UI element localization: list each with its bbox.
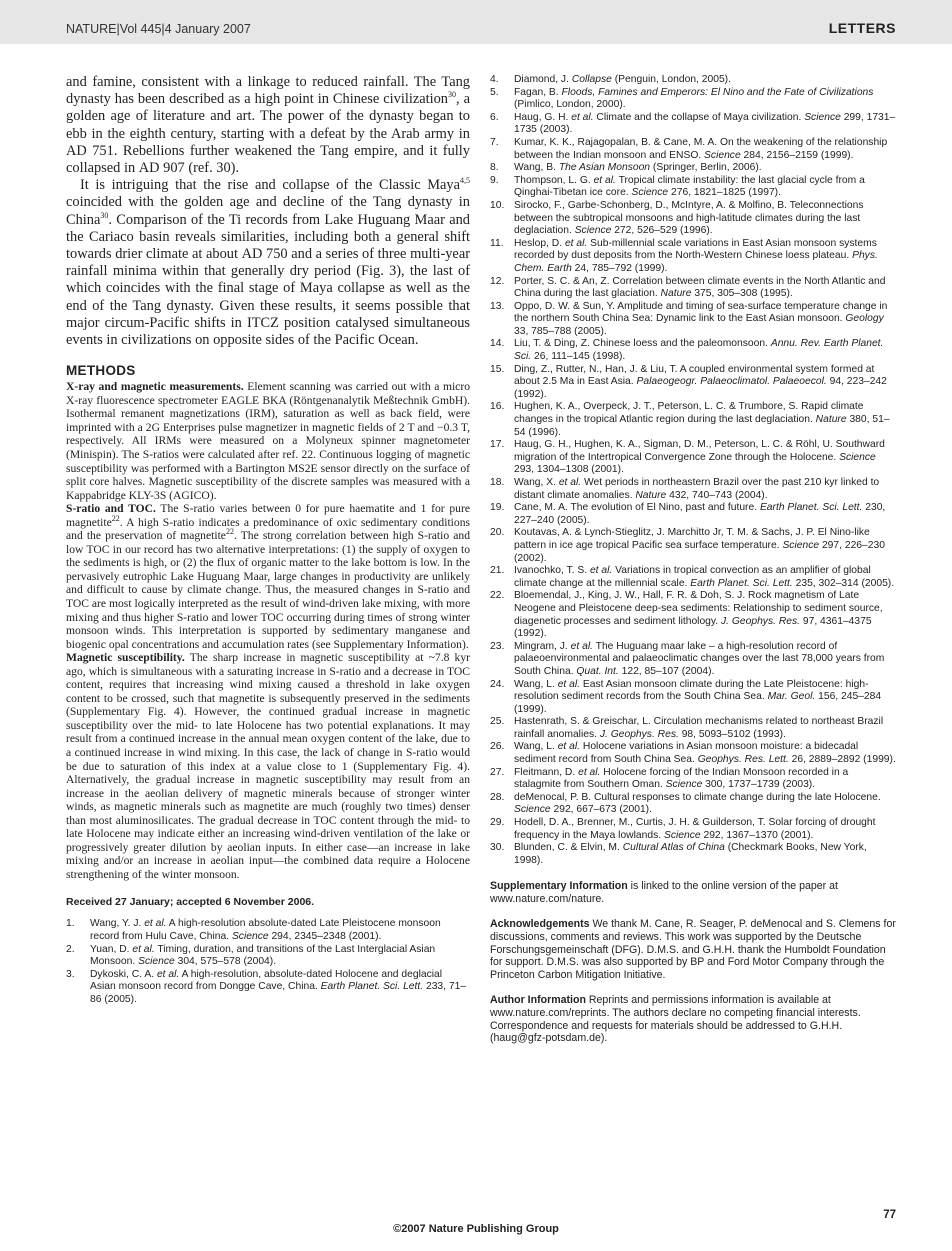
author-information: Author Information Reprints and permissions information is available at www.nature.com/reprints. The authors declare no competing financial interests. Correspondence and requests for materials should be addressed to G.H.H. (haug@gfz-potsdam.de). [490,993,861,1045]
reference-item: 15. Ding, Z., Rutter, N., Han, J. & Liu, T. A coupled environmental system formed at about 2.5 Ma in East Asia. Palaeogeogr. Palaeoclimatol. Palaeoecol. 94, 223–242 (1992). [490,363,887,400]
reference-item: 30. Blunden, C. & Elvin, M. Cultural Atlas of China (Checkmark Books, New York, 1998). [490,842,867,866]
reference-item: 16. Hughen, K. A., Overpeck, J. T., Peterson, L. C. & Trumbore, S. Rapid climate changes in the tropical Atlantic region during the last deglaciation. Nature 380, 51–54 (1996). [490,401,890,438]
reference-item: 19. Cane, M. A. The evolution of El Nino, past and future. Earth Planet. Sci. Lett. 230, 227–240 (2005). [490,502,886,526]
reference-list-left [66,918,470,1006]
methods-heading: METHODS [66,363,136,379]
reference-item: 26. Wang, L. et al. Holocene variations in Asian monsoon moisture: a bidecadal sediment record from South China Sea. Geophys. Res. Lett. 26, 2889–2892 (1999). [490,741,896,766]
reference-item: 3. Dykoski, C. A. et al. A high-resolution, absolute-dated Holocene and deglacial Asian monsoon record from Dongge Cave, China. Earth Planet. Sci. Lett. 233, 71–86 (2005). [66,968,467,1006]
reference-item: 5. Fagan, B. Floods, Famines and Emperors: El Nino and the Fate of Civilizations (Pimlico, London, 2000). [490,86,874,111]
section-label: LETTERS [828,20,896,36]
body-paragraph-2: It is intriguing that the rise and collapse of the Classic Maya$^{4,5}$ coincided with the golden age and decline of the Tang dynasty in China$^{30}$. Comparison of the Ti records from Lake Huguang Maar and the Cariaco basin reveals similarities, including both a general shift towards drier climate at about AD 750 and a series of three multi-year rainfall minima within that generally dry period (Fig. 3), the last of which coincides with the final stage of Maya collapse as well as the end of the Tang dynasty. Given these results, it seems possible that major circum-Pacific shifts in ITCZ position catalysed simultaneous events in civilizations on opposite sides of the Pacific Ocean. [66,176,471,349]
acknowledgements: Acknowledgements We thank M. Cane, R. Seager, P. deMenocal and S. Clemens for discussions, comments and reviews. This work was supported by the Deutsche Forschungsgemeinschaft (DFG). D.M.S. and G.H.H. thank the Humboldt Foundation for support. D.M.S. was also supported by BP and Ford Motor Company through the Princeton Carbon Mitigation Initiative. [490,918,896,982]
reference-item: 17. Haug, G. H., Hughen, K. A., Sigman, D. M., Peterson, L. C. & Röhl, U. Southward migration of the Intertropical Convergence Zone through the Holocene. Science 293, 1304–1308 (2001). [490,439,885,476]
reference-item: 11. Heslop, D. et al. Sub-millennial scale variations in East Asian monsoon systems recorded by dust deposits from the North-Western Chinese loess plateau. Phys. Chem. Earth 24, 785–792 (1999). [490,237,878,274]
reference-item: 18. Wang, X. et al. Wet periods in northeastern Brazil over the past 210 kyr linked to distant climate anomalies. Nature 432, 740–743 (2004). [490,477,880,501]
left-column [66,74,470,1007]
methods-xray-paragraph: X-ray and magnetic measurements. Element scanning was carried out with a micro X-ray fluorescence spectrometer EAGLE BKA (Röntgenanalytik Meßtechnik GmbH). Isothermal remanent magnetizations (IRM), saturation as well as back field, were imprinted with a 2G Enterprises pulse magnetizer in magnetic fields of 2 T and −0.3 T, respectively. All IRMs were measured on a Molyneux spinner magnetometer (Minispin). The S-ratios were calculated after ref. 22. Continuous logging of magnetic susceptibility was performed with a Bartington MS2E sensor directly on the surface of split core halves. Magnetic susceptibility of the discrete samples was measured with a Kappabridge KLY-3S (AGICO). [66,380,470,502]
reference-item: 9. Thompson, L. G. et al. Tropical climate instability: the last glacial cycle from a Qinghai-Tibetan ice core. Science 276, 1821–1825 (1997). [490,174,865,199]
reference-item: 23. Mingram, J. et al. The Huguang maar lake – a high-resolution record of palaeoenvironmental and palaeoclimatic changes over the last 78,000 years from South China. Quat. Int. 122, 85–107 (2004). [490,640,885,677]
received-dates: Received 27 January; accepted 6 November 2006. [66,896,315,909]
page-header [0,0,952,44]
reference-item: 12. Porter, S. C. & An, Z. Correlation between climate events in the North Atlantic and China during the last glaciation. Nature 375, 305–308 (1995). [490,275,886,300]
body-paragraph-1: and famine, consistent with a linkage to reduced rainfall. The Tang dynasty has been described as a high point in Chinese civilization$^{30}$, a golden age of literature and art. The power of the dynasty began to ebb in the eighth century, starting with a defeat by the Arab army in AD 751. Rebellions further weakened the Tang empire, and it fully collapsed in AD 907 (ref. 30). [66,74,470,177]
methods-sratio-paragraph: S-ratio and TOC. The S-ratio varies between 0 for pure haematite and 1 for pure magnetite$^{22}$. A high S-ratio indicates a predominance of oxic sedimentary conditions and the preservation of magnetite$^{22}$. The strong correlation between high S-ratio and low TOC in our record has two alternative interpretations: (1) the supply of oxygen to the sediments is high, or (2) the flux of organic matter to the lake bottom is low. In the pervasively eutrophic Lake Huguang Maar, large changes in productivity are unlikely and difficult to cause by climate change. Thus, the measured changes in S-ratio and TOC are most logically interpreted as the result of wind-driven lake mixing, with more mixing and thus higher S-ratio and lower TOC occurring during times of strong winter monsoon winds. This interpretation is supported by sedimentary manganese and biogenic opal concentrations and accumulation rates (see Supplementary Information). [66,502,471,651]
reference-item: 24. Wang, L. et al. East Asian monsoon climate during the Late Pleistocene: high-resolution sediment records from the South China Sea. Mar. Geol. 156, 245–284 (1999). [490,678,882,715]
reference-item: 7. Kumar, K. K., Rajagopalan, B. & Cane, M. A. On the weakening of the relationship between the Indian monsoon and ENSO. Science 284, 2156–2159 (1999). [490,136,888,161]
reference-item: 28. deMenocal, P. B. Cultural responses to climate change during the late Holocene. Science 292, 667–673 (2001). [490,791,881,816]
reference-item: 1. Wang, Y. J. et al. A high-resolution absolute-dated Late Pleistocene monsoon record from Hulu Cave, China. Science 294, 2345–2348 (2001). [66,918,441,943]
reference-item: 29. Hodell, D. A., Brenner, M., Curtis, J. H. & Guilderson, T. Solar forcing of drought frequency in the Maya lowlands. Science 292, 1367–1370 (2001). [490,817,876,841]
reference-item: 10. Sirocko, F., Garbe-Schonberg, D., McIntyre, A. & Molfino, B. Teleconnections between the subtropical monsoons and high-latitude climates during the last deglaciation. Science 272, 526–529 (1996). [490,199,864,237]
supplementary-info: Supplementary Information is linked to the online version of the paper at www.nature.com/nature. [490,880,838,906]
reference-item: 6. Haug, G. H. et al. Climate and the collapse of Maya civilization. Science 299, 1731–1735 (2003). [490,111,896,136]
reference-item: 8. Wang, B. The Asian Monsoon (Springer, Berlin, 2006). [490,162,762,174]
reference-item: 22. Bloemendal, J., King, J. W., Hall, F. R. & Doh, S. J. Rock magnetism of Late Neogene and Pleistocene deep-sea sediments: Relationship to sediment source, diagenetic processes and sediment lithology. J. Geophys. Res. 97, 4361–4375 (1992). [490,590,883,640]
reference-item: 2. Yuan, D. et al. Timing, duration, and transitions of the Last Interglacial Asian Monsoon. Science 304, 575–578 (2004). [66,943,436,968]
reference-item: 20. Koutavas, A. & Lynch-Stieglitz, J. Marchitto Jr, T. M. & Sachs, J. P. El Nino-like pattern in ice age tropical Pacific sea surface temperature. Science 297, 226–230 (2002). [490,527,885,564]
reference-item: 14. Liu, T. & Ding, Z. Chinese loess and the paleomonsoon. Annu. Rev. Earth Planet. Sci. 26, 111–145 (1998). [490,338,884,363]
page-number: 77 [883,1209,896,1221]
reference-item: 27. Fleitmann, D. et al. Holocene forcing of the Indian Monsoon recorded in a stalagmite from Southern Oman. Science 300, 1737–1739 (2003). [490,766,849,791]
journal-citation: NATURE|Vol 445|4 January 2007 [66,22,251,36]
reference-item: 4. Diamond, J. Collapse (Penguin, London, 2005). [490,74,731,85]
reference-item: 25. Hastenrath, S. & Greischar, L. Circulation mechanisms related to northeast Brazil rainfall anomalies. J. Geophys. Res. 98, 5093–5102 (1993). [490,716,884,740]
methods-magnetic-paragraph: Magnetic susceptibility. The sharp increase in magnetic susceptibility at ~7.8 kyr ago, which is simultaneous with a saturating increase in S-ratio and a decrease in TOC content, requires that increasing wind mixing caused a threshold in lake oxygen content to be crossed, such that magnetite is subsequently preserved in the sediments (Supplementary Fig. 4). However, the continued gradual increase in magnetic susceptibility over the mid- to late Holocene has two potential explanations. It may result from a continued increase in the annual mean oxygen content of the lake, due to a continued increase in wind mixing. In this case, the lack of change in S-ratio would be due to saturation of this index at a value close to 1 (Supplementary Fig. 4). Alternatively, the gradual increase in magnetic susceptibility may result from an increase in the aeolian delivery of magnetic minerals because of stronger winter winds, as magnetic minerals such as magnetite are much (roughly two times) denser than most aluminosilicates. The gradual decrease in TOC content through the mid- to late Holocene may indicate either an increasing wind-driven ventilation of the lake or progressively greater dilution by aeolian inputs. In either case—an increase in lake mixing and/or an increase in aeolian input—the combined data require a Holocene strengthening of the winter monsoon. [66,651,470,881]
reference-item: 21. Ivanochko, T. S. et al. Variations in tropical convection as an amplifier of global climate change at the millennial scale. Earth Planet. Sci. Lett. 235, 302–314 (2005). [490,565,895,589]
right-column [490,74,896,1045]
copyright-footer: ©2007 Nature Publishing Group [393,1223,559,1235]
reference-item: 13. Oppo, D. W. & Sun, Y. Amplitude and timing of sea-surface temperature change in the northern South China Sea: Dynamic link to the East Asian monsoon. Geology 33, 785–788 (2005). [490,300,888,337]
reference-list-right [490,74,896,867]
